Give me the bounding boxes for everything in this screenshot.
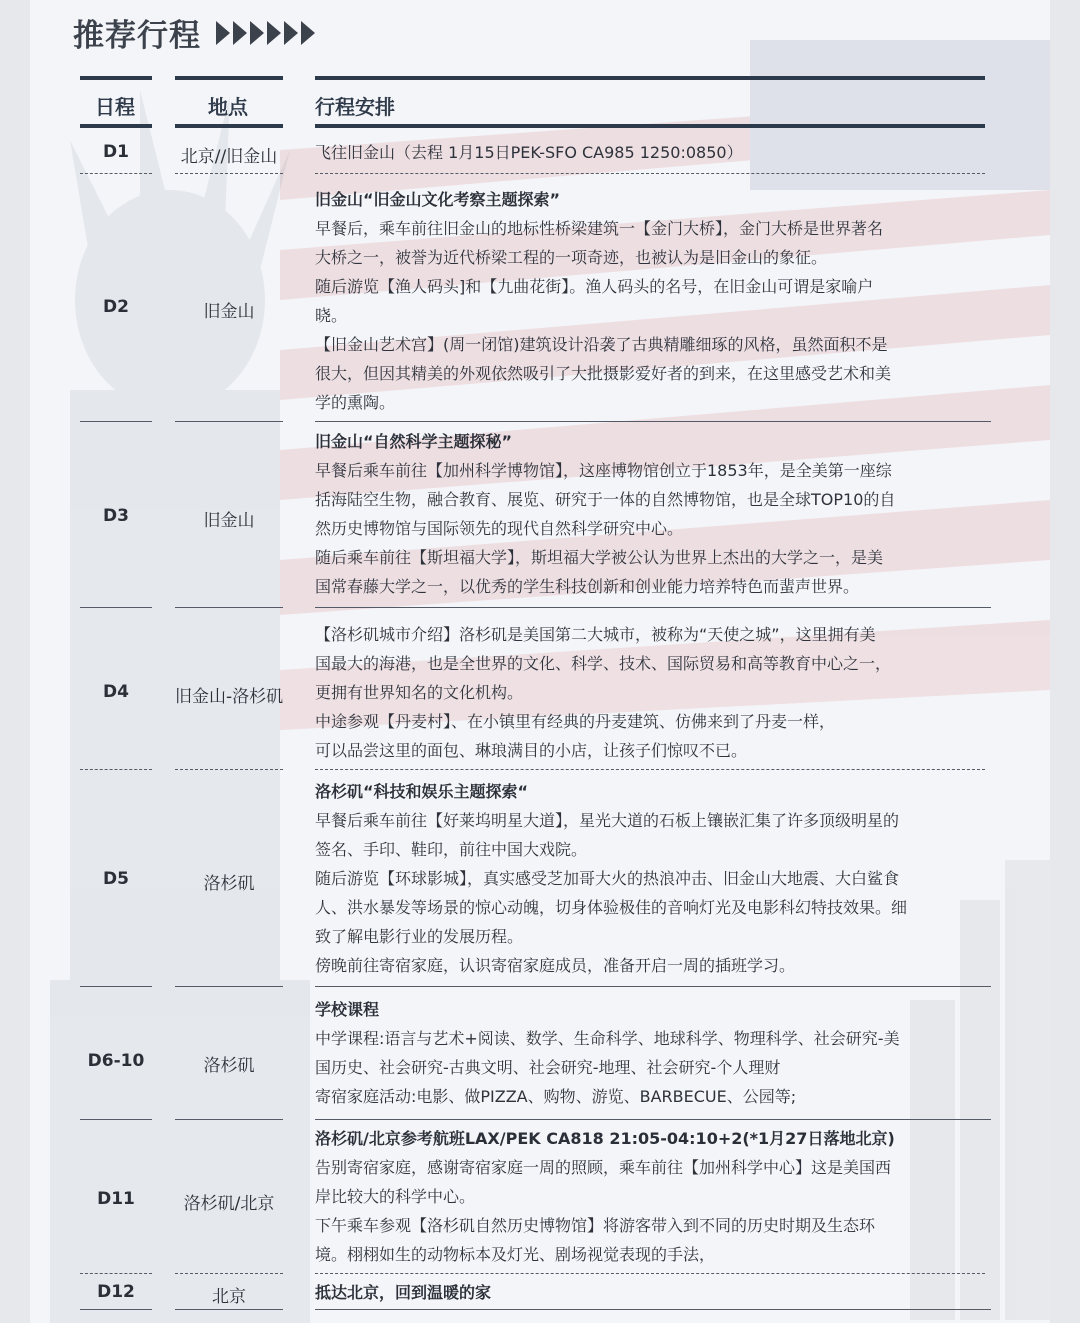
row-divider [80, 421, 152, 422]
day-cell: D2 [103, 297, 129, 317]
plan-heading: 旧金山“旧金山文化考察主题探索” [315, 190, 561, 209]
row-divider [80, 1119, 152, 1120]
plan-line: 早餐后乘车前往【好莱坞明星大道】，星光大道的石板上镶嵌汇集了许多顶级明星的 [315, 811, 900, 830]
plan-line: 【旧金山艺术宫】(周一闭馆)建筑设计沿袭了古典精雕细琢的风格，虽然面积不是 [315, 335, 888, 354]
plan-cell [315, 620, 985, 765]
column-header-place-label: 地点 [208, 95, 248, 119]
row-divider [80, 1309, 152, 1310]
day-cell: D5 [103, 869, 129, 889]
row-divider [80, 769, 152, 770]
row-divider [315, 173, 985, 174]
row-divider [315, 1309, 991, 1310]
place-cell: 北京//旧金山 [180, 147, 278, 167]
place-cell: 洛杉矶 [203, 874, 255, 894]
column-header-place [175, 76, 283, 128]
place-cell: 旧金山 [203, 302, 255, 322]
plan-line: 下午乘车参观【洛杉矶自然历史博物馆】将游客带入到不同的历史时期及生态环 [315, 1216, 876, 1235]
plan-heading: 洛杉矶“科技和娱乐主题探索“ [315, 782, 529, 801]
plan-line: 签名、手印、鞋印，前往中国大戏院。 [315, 840, 588, 859]
plan-line: 寄宿家庭活动:电影、做PIZZA、购物、游览、BARBECUE、公园等; [315, 1087, 797, 1106]
plan-line: 更拥有世界知名的文化机构。 [315, 683, 524, 702]
row-divider [175, 607, 283, 608]
row-divider [175, 421, 283, 422]
plan-line: 人、洪水暴发等场景的惊心动魄，切身体验极佳的音响灯光及电影科幻特技效果。细 [315, 898, 908, 917]
place-cell: 旧金山-洛杉矶 [175, 687, 284, 707]
day-cell: D6-10 [87, 1051, 145, 1071]
plan-heading: 旧金山“自然科学主题探秘” [315, 432, 513, 451]
page-title: 推荐行程 [73, 18, 201, 54]
day-cell: D1 [103, 142, 129, 162]
plan-line: 可以品尝这里的面包、琳琅满目的小店，让孩子们惊叹不已。 [315, 741, 748, 760]
plan-cell [315, 995, 985, 1111]
row-divider [175, 1273, 283, 1274]
plan-line: 国常春藤大学之一，以优秀的学生科技创新和创业能力培养特色而蜚声世界。 [315, 577, 860, 596]
place-cell: 旧金山 [203, 511, 255, 531]
plan-line: 早餐后乘车前往【加州科学博物馆】，这座博物馆创立于1853年，是全美第一座综 [315, 461, 892, 480]
column-header-day-label: 日程 [95, 95, 135, 119]
place-cell: 洛杉矶/北京 [183, 1194, 275, 1214]
row-divider [315, 986, 991, 987]
row-divider [175, 986, 283, 987]
plan-line: 很大，但因其精美的外观依然吸引了大批摄影爱好者的到来，在这里感受艺术和美 [315, 364, 892, 383]
column-header-day [80, 76, 152, 128]
plan-line: 致了解电影行业的发展历程。 [315, 927, 524, 946]
plan-line: 傍晚前往寄宿家庭，认识寄宿家庭成员，准备开启一周的插班学习。 [315, 956, 796, 975]
day-cell: D4 [103, 682, 129, 702]
row-divider [175, 1309, 283, 1310]
plan-cell [315, 1278, 985, 1307]
plan-cell [315, 777, 985, 980]
plan-line: 国历史、社会研究-古典文明、社会研究-地理、社会研究-个人理财 [315, 1058, 781, 1077]
day-cell: D11 [97, 1189, 135, 1209]
itinerary-page [30, 0, 1050, 1323]
arrows-decoration-icon [216, 19, 320, 47]
plan-line: 随后游览【渔人码头]和【九曲花街】。渔人码头的名号，在旧金山可谓是家喻户 [315, 277, 874, 296]
plan-cell [315, 185, 985, 417]
plan-line: 早餐后，乘车前往旧金山的地标性桥梁建筑一【金门大桥】，金门大桥是世界著名 [315, 219, 884, 238]
row-divider [80, 173, 152, 174]
plan-line: 晓。 [315, 306, 348, 325]
plan-line: 【洛杉矶城市介绍】洛杉矶是美国第二大城市，被称为“天使之城”，这里拥有美 [315, 625, 876, 644]
plan-line: 然历史博物馆与国际领先的现代自然科学研究中心。 [315, 519, 684, 538]
plan-line: 中途参观【丹麦村】、在小镇里有经典的丹麦建筑、仿佛来到了丹麦一样， [315, 712, 836, 731]
row-divider [315, 607, 991, 608]
plan-line: 学的熏陶。 [315, 393, 396, 412]
place-cell: 北京 [212, 1287, 246, 1307]
plan-cell [315, 1124, 985, 1269]
place-cell: 洛杉矶 [203, 1056, 255, 1076]
plan-line: 随后游览【环球影城】，真实感受芝加哥大火的热浪冲击、旧金山大地震、大白鲨食 [315, 869, 900, 888]
plan-line: 岸比较大的科学中心。 [315, 1187, 476, 1206]
plan-cell [315, 138, 985, 167]
day-cell: D3 [103, 506, 129, 526]
row-divider [175, 769, 283, 770]
plan-line: 抵达北京，回到温暖的家 [315, 1283, 492, 1302]
plan-line: 随后乘车前往【斯坦福大学】，斯坦福大学被公认为世界上杰出的大学之一，是美 [315, 548, 884, 567]
row-divider [175, 1119, 283, 1120]
plan-line: 国最大的海港，也是全世界的文化、科学、技术、国际贸易和高等教育中心之一， [315, 654, 892, 673]
day-cell: D12 [97, 1282, 135, 1302]
plan-line: 飞往旧金山（去程 1月15日PEK-SFO CA985 1250:0850） [315, 143, 743, 162]
plan-line: 中学课程:语言与艺术+阅读、数学、生命科学、地球科学、物理科学、社会研究-美 [315, 1029, 900, 1048]
plan-line: 括海陆空生物，融合教育、展览、研究于一体的自然博物馆，也是全球TOP10的自 [315, 490, 896, 509]
row-divider [80, 607, 152, 608]
plan-line: 大桥之一，被誉为近代桥梁工程的一项奇迹，也被认为是旧金山的象征。 [315, 248, 828, 267]
row-divider [315, 421, 991, 422]
column-header-plan [315, 76, 985, 128]
plan-heading: 学校课程 [315, 1000, 380, 1019]
plan-line: 境。栩栩如生的动物标本及灯光、剧场视觉表现的手法， [315, 1245, 716, 1264]
plan-line: 告别寄宿家庭，感谢寄宿家庭一周的照顾，乘车前往【加州科学中心】这是美国西 [315, 1158, 892, 1177]
row-divider [315, 769, 985, 770]
column-header-plan-label: 行程安排 [315, 95, 395, 119]
row-divider [315, 1119, 991, 1120]
row-divider [80, 986, 152, 987]
plan-cell [315, 427, 985, 601]
row-divider [80, 1273, 152, 1274]
plan-heading: 洛杉矶/北京参考航班LAX/PEK CA818 21:05-04:10+2(*1月27日落地北京) [315, 1129, 895, 1148]
row-divider [175, 173, 283, 174]
row-divider [315, 1273, 985, 1274]
